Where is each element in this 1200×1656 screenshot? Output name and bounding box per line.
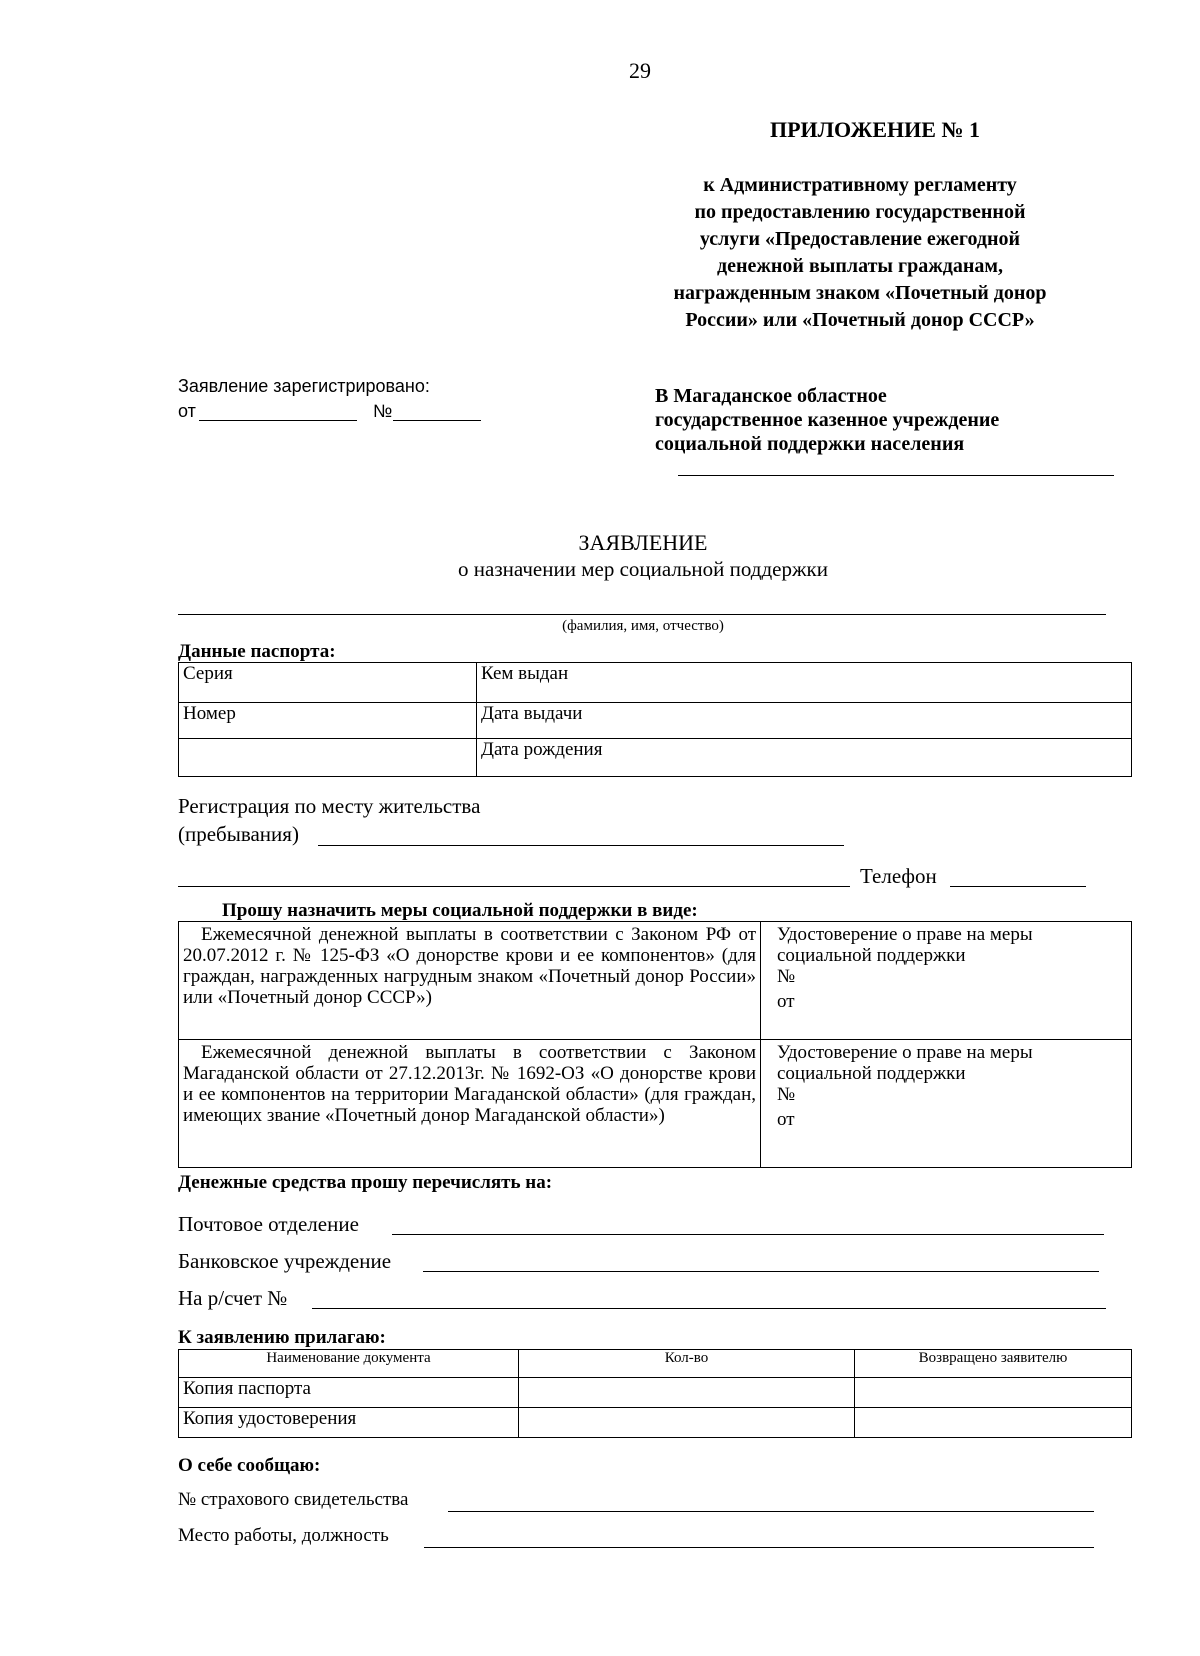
page-number: 29	[629, 58, 651, 83]
registration-label: Заявление зарегистрировано:	[178, 376, 430, 396]
work-label: Место работы, должность	[178, 1525, 389, 1546]
passport-table	[178, 662, 1132, 777]
attachment-returned-cell[interactable]	[855, 1378, 1132, 1408]
insurance-field[interactable]	[448, 1511, 1094, 1512]
certificate-date-label: от	[777, 991, 795, 1012]
account-label: На р/счет №	[178, 1286, 288, 1310]
attachments-header-returned: Возвращено заявителю	[855, 1350, 1132, 1378]
post-office-label: Почтовое отделение	[178, 1212, 359, 1236]
addressee-line: государственное казенное учреждение	[655, 409, 1000, 431]
attachments-title: К заявлению прилагаю:	[178, 1327, 386, 1348]
work-field[interactable]	[424, 1547, 1094, 1548]
document-subtitle: о назначении мер социальной поддержки	[458, 557, 828, 581]
residence-field-2[interactable]	[178, 886, 850, 887]
bank-field[interactable]	[423, 1271, 1099, 1272]
residence-label: Регистрация по месту жительства	[178, 794, 481, 818]
table-row	[179, 1378, 1132, 1408]
phone-field[interactable]	[950, 886, 1086, 887]
attachment-name: Копия удостоверения	[179, 1408, 519, 1438]
passport-empty-cell	[179, 739, 477, 777]
passport-issue-date-label: Дата выдачи	[477, 703, 1132, 739]
table-row	[179, 739, 1132, 777]
appendix-reference	[630, 172, 1090, 334]
passport-issued-by-label: Кем выдан	[477, 663, 1132, 703]
table-row	[179, 1040, 1132, 1168]
addressee	[655, 384, 999, 456]
fio-field[interactable]	[178, 614, 1106, 615]
attachments-header-count: Кол-во	[519, 1350, 855, 1378]
residence-label-2: (пребывания)	[178, 822, 299, 846]
certificate-date-label: от	[777, 1109, 795, 1130]
table-row	[179, 1408, 1132, 1438]
registration-number-label: №	[373, 401, 393, 421]
attachment-count-cell[interactable]	[519, 1378, 855, 1408]
attachment-returned-cell[interactable]	[855, 1408, 1132, 1438]
appendix-line: услуги «Предоставление ежегодной	[699, 228, 1021, 250]
request-table	[178, 921, 1132, 1168]
phone-label: Телефон	[860, 864, 937, 888]
passport-title: Данные паспорта:	[178, 641, 336, 662]
addressee-line: В Магаданское областное	[655, 385, 887, 407]
addressee-extra-field[interactable]	[678, 475, 1114, 476]
bank-label: Банковское учреждение	[178, 1249, 392, 1273]
registration-date-field[interactable]	[199, 420, 357, 421]
certificate-number-label: №	[777, 1084, 796, 1105]
registration-number-field[interactable]	[393, 420, 481, 421]
appendix-line: денежной выплаты гражданам,	[717, 255, 1003, 277]
post-office-field[interactable]	[392, 1234, 1104, 1235]
table-row	[179, 663, 1132, 703]
account-field[interactable]	[312, 1308, 1106, 1309]
passport-birth-date-label: Дата рождения	[477, 739, 1132, 777]
appendix-line: к Административному регламенту	[703, 174, 1017, 196]
table-row	[179, 1350, 1132, 1378]
request-measure-1: Ежемесячной денежной выплаты в соответствии с Законом РФ от 20.07.2012 г. № 125-ФЗ «О донорстве крови и ее компонентов» (для граждан, награжденных нагрудным знаком «Почетный донор России» или «Почетный донор СССР»)	[179, 922, 761, 1040]
transfer-title: Денежные средства прошу перечислять на:	[178, 1172, 553, 1193]
request-certificate-2	[761, 1040, 1132, 1168]
request-measure-2: Ежемесячной денежной выплаты в соответствии с Законом Магаданской области от 27.12.2013г. № 1692-ОЗ «О донорстве крови и ее компонентов на территории Магаданской области» (для граждан, имеющих звание «Почетный донор Магаданской области»)	[179, 1040, 761, 1168]
registration-from-label: от	[178, 401, 196, 421]
certificate-label: Удостоверение о праве на меры социальной поддержки	[777, 924, 1033, 966]
addressee-line: социальной поддержки населения	[655, 433, 965, 455]
table-row	[179, 703, 1132, 739]
table-row	[179, 922, 1132, 1040]
request-title: Прошу назначить меры социальной поддержки в виде:	[222, 900, 698, 921]
appendix-line: России» или «Почетный донор СССР»	[685, 309, 1035, 331]
attachments-header-name: Наименование документа	[179, 1350, 519, 1378]
document-title: ЗАЯВЛЕНИЕ	[578, 530, 708, 555]
attachment-name: Копия паспорта	[179, 1378, 519, 1408]
residence-field[interactable]	[318, 845, 844, 846]
appendix-line: награжденным знаком «Почетный донор	[673, 282, 1047, 304]
insurance-label: № страхового свидетельства	[178, 1489, 409, 1510]
certificate-number-label: №	[777, 966, 796, 987]
passport-number-label: Номер	[179, 703, 477, 739]
about-title: О себе сообщаю:	[178, 1455, 321, 1476]
appendix-line: по предоставлению государственной	[694, 201, 1026, 223]
appendix-title: ПРИЛОЖЕНИЕ № 1	[770, 117, 981, 142]
request-certificate-1	[761, 922, 1132, 1040]
passport-series-label: Серия	[179, 663, 477, 703]
attachment-count-cell[interactable]	[519, 1408, 855, 1438]
certificate-label: Удостоверение о праве на меры социальной поддержки	[777, 1042, 1033, 1084]
attachments-table	[178, 1349, 1132, 1438]
fio-caption: (фамилия, имя, отчество)	[562, 618, 724, 634]
